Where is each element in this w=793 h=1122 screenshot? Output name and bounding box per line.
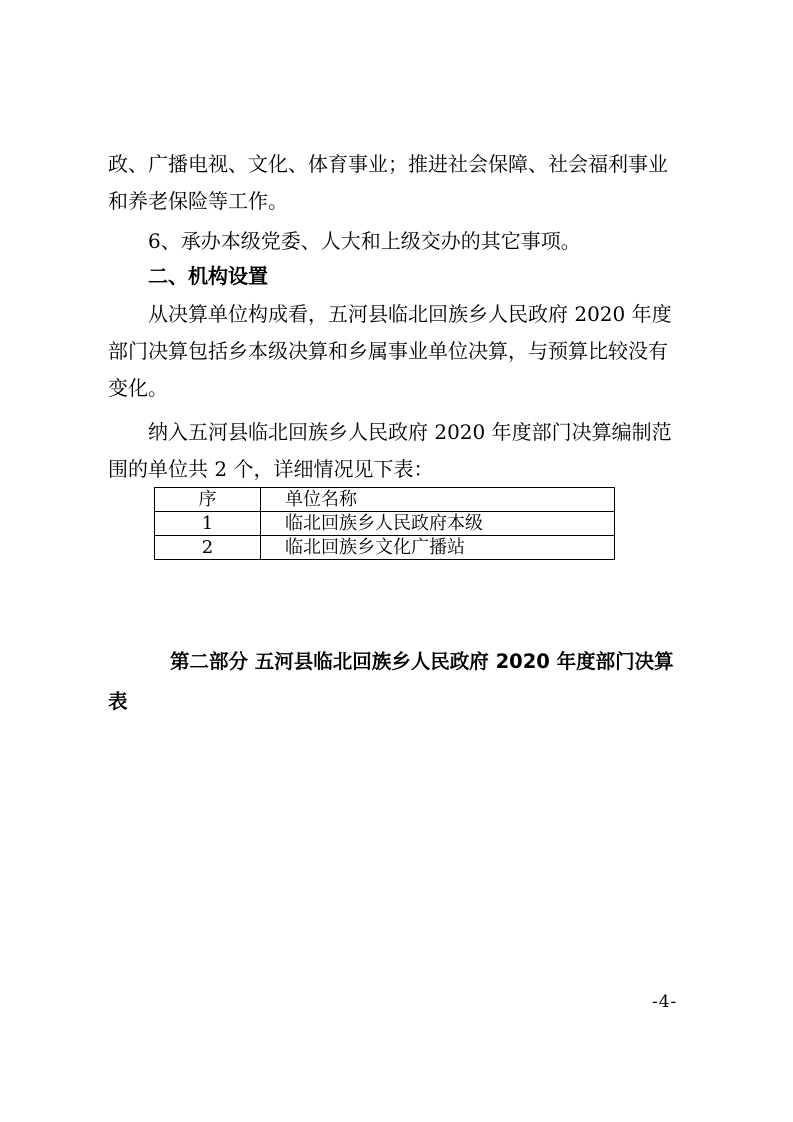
header-cell-unit-name: 单位名称 <box>261 488 615 512</box>
page-number: -4- <box>652 992 678 1012</box>
section-heading-organization: 二、机构设置 <box>148 264 268 288</box>
text-line: 部门决算包括乡本级决算和乡属事业单位决算，与预算比较没有 <box>108 339 668 363</box>
table-header-row <box>155 488 615 512</box>
cell-index: 1 <box>155 512 261 536</box>
part-two-title <box>108 642 698 722</box>
title-line: 表 <box>108 690 128 713</box>
paragraph-duties-continued <box>108 146 694 220</box>
text-line: 政、广播电视、文化、体育事业；推进社会保障、社会福利事业 <box>108 152 668 176</box>
paragraph-composition <box>108 296 694 407</box>
text-line: 和养老保险等工作。 <box>108 189 288 213</box>
paragraph-scope <box>108 414 694 488</box>
table-row <box>155 536 615 560</box>
cell-unit-name: 临北回族乡人民政府本级 <box>261 512 615 536</box>
paragraph-item-6 <box>148 223 734 260</box>
cell-unit-name: 临北回族乡文化广播站 <box>261 536 615 560</box>
cell-index: 2 <box>155 536 261 560</box>
header-cell-index: 序 <box>155 488 261 512</box>
unit-table <box>154 487 615 560</box>
text-line: 变化。 <box>108 376 168 400</box>
text-line: 围的单位共 2 个，详细情况见下表： <box>108 457 434 481</box>
text-line: 纳入五河县临北回族乡人民政府 2020 年度部门决算编制范 <box>148 420 672 444</box>
table-row <box>155 512 615 536</box>
text-line: 从决算单位构成看，五河县临北回族乡人民政府 2020 年度 <box>148 302 672 326</box>
title-line: 第二部分 五河县临北回族乡人民政府 2020 年度部门决算 <box>170 650 674 673</box>
text-line: 6、承办本级党委、人大和上级交办的其它事项。 <box>148 229 581 253</box>
